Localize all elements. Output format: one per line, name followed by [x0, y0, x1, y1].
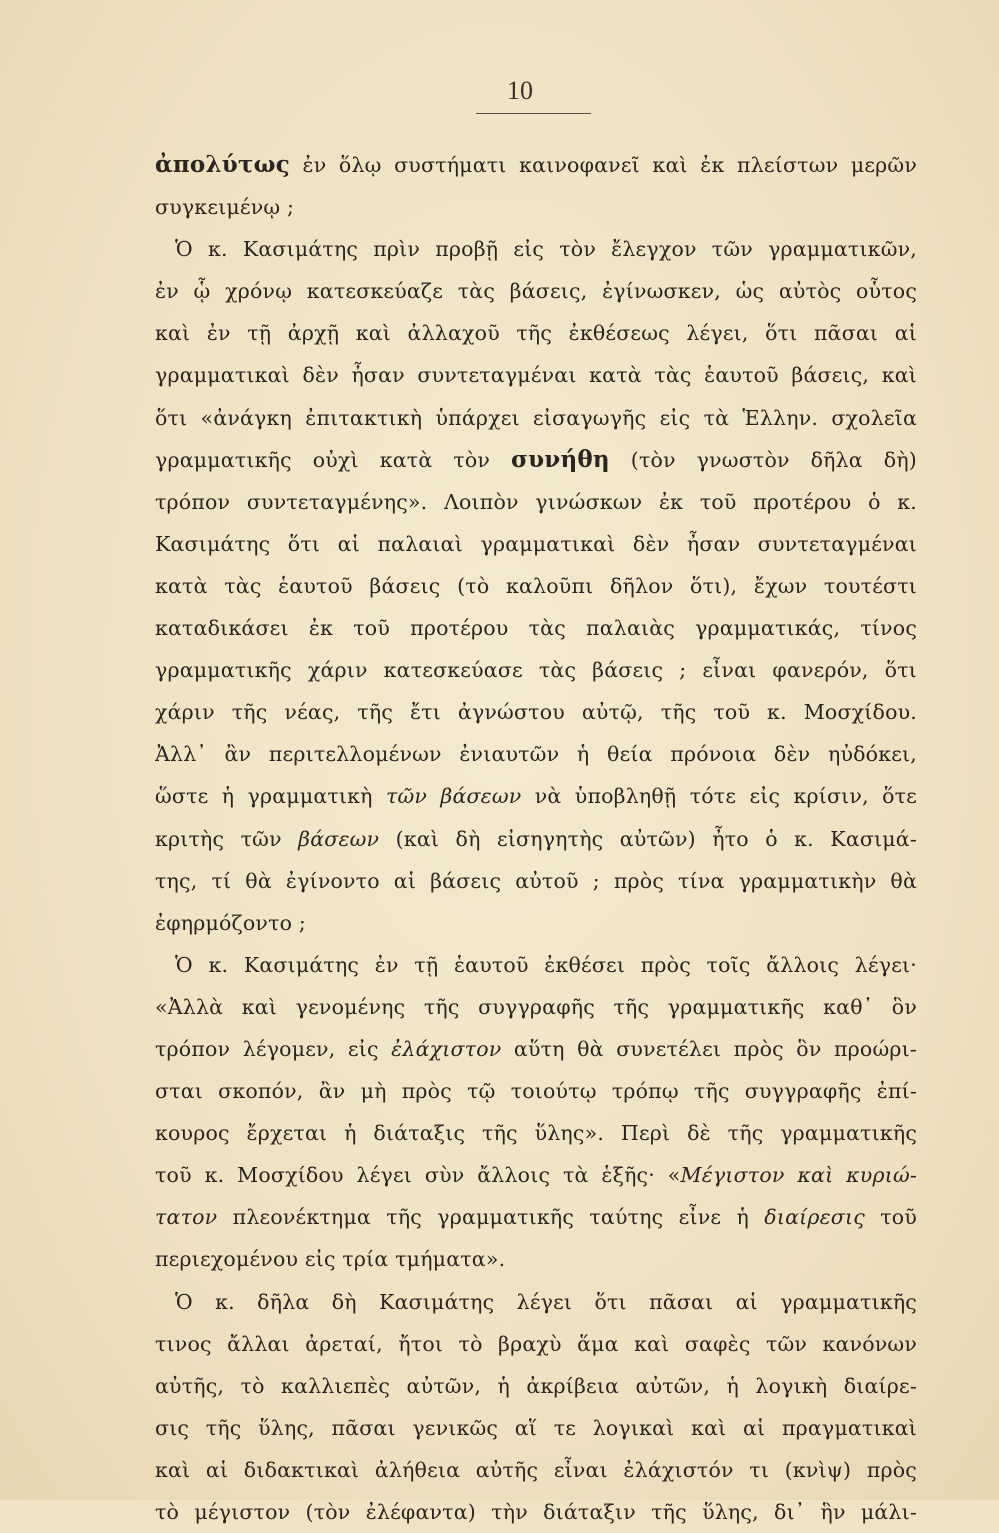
- text-line: [155, 144, 917, 186]
- text-segment: κατὰ τὰς ἑαυτοῦ βάσεις (τὸ καλοῦπι δῆλον ὅτι), ἔχων τουτέστι: [155, 573, 917, 598]
- text-line: [155, 1491, 917, 1533]
- text-segment: ὥστε ἡ γραμματικὴ: [155, 784, 386, 809]
- text-line: [155, 481, 917, 523]
- text-segment: τρόπον συντεταγμένης». Λοιπὸν γινώσκων ἐκ τοῦ προτέρου ὁ κ.: [155, 489, 917, 514]
- text-line: [155, 1365, 917, 1407]
- text-segment: γραμματικῆς οὐχὶ κατὰ τὸν: [155, 447, 511, 472]
- header-rule: [476, 113, 591, 114]
- text-line: [155, 1196, 917, 1238]
- text-segment: ἐν ᾧ χρόνῳ κατεσκεύαζε τὰς βάσεις, ἐγίνωσκεν, ὡς αὐτὸς οὗτος: [155, 279, 917, 304]
- text-body: [155, 144, 917, 1533]
- text-segment: της, τί θὰ ἐγίνοντο αἱ βάσεις αὐτοῦ ; πρὸς τίνα γραμματικὴν θὰ: [155, 868, 917, 893]
- text-segment: περιεχομένου εἰς τρία τμήματα».: [155, 1247, 506, 1272]
- text-line: [155, 186, 917, 228]
- text-segment: ὅτι «ἀνάγκη ἐπιτακτικὴ ὑπάρχει εἰσαγωγῆς εἰς τὰ Ἑλλην. σχολεῖα: [155, 405, 917, 430]
- text-line: [155, 1407, 917, 1449]
- text-line: [155, 354, 917, 396]
- text-segment: τοῦ: [864, 1205, 917, 1230]
- bold-text: ἀπολύτως: [155, 151, 290, 178]
- text-line: [155, 1323, 917, 1365]
- page-number: 10: [507, 76, 533, 105]
- text-segment: χάριν τῆς νέας, τῆς ἔτι ἀγνώστου αὐτῷ, τῆς τοῦ κ. Μοσχίδου.: [155, 700, 917, 725]
- text-line: [155, 1449, 917, 1491]
- text-segment: τὸ μέγιστον (τὸν ἐλέφαντα) τὴν διάταξιν τῆς ὕλης, δι᾿ ἣν μάλι-: [155, 1500, 917, 1524]
- text-segment: σις τῆς ὕλης, πᾶσαι γενικῶς αἵ τε λογικαὶ καὶ αἱ πραγματικαὶ: [155, 1415, 917, 1440]
- text-segment: Ὁ κ. Κασιμάτης ἐν τῇ ἑαυτοῦ ἐκθέσει πρὸς τοῖς ἄλλοις λέγει·: [175, 952, 917, 977]
- text-line: [155, 649, 917, 691]
- text-line: [155, 228, 917, 270]
- text-line: [155, 397, 917, 439]
- text-segment: καὶ ἐν τῇ ἀρχῇ καὶ ἀλλαχοῦ τῆς ἐκθέσεως λέγει, ὅτι πᾶσαι αἱ: [155, 321, 917, 346]
- text-line: [155, 312, 917, 354]
- text-line: [155, 270, 917, 312]
- text-segment: γραμματικῆς χάριν κατεσκεύασε τὰς βάσεις ; εἶναι φανερόν, ὅτι: [155, 658, 917, 683]
- italic-text: βάσεων: [298, 826, 380, 851]
- text-segment: Ἀλλ᾿ ἂν περιτελλομένων ἐνιαυτῶν ἡ θεία πρόνοια δὲν ηὐδόκει,: [155, 742, 917, 767]
- text-segment: (τὸν γνωστὸν δῆλα δὴ): [609, 447, 917, 472]
- text-segment: Κασιμάτης ὅτι αἱ παλαιαὶ γραμματικαὶ δὲν ἦσαν συντεταγμέναι: [155, 531, 917, 556]
- text-segment: τοῦ κ. Μοσχίδου λέγει σὺν ἄλλοις τὰ ἑξῆς· «: [155, 1163, 681, 1188]
- text-line: [155, 523, 917, 565]
- text-line: [155, 1281, 917, 1323]
- text-line: [155, 1238, 917, 1280]
- text-segment: συγκειμένῳ ;: [155, 195, 295, 220]
- text-segment: γραμματικαὶ δὲν ἦσαν συντεταγμέναι κατὰ τὰς ἑαυτοῦ βάσεις, καὶ: [155, 363, 917, 388]
- text-segment: (καὶ δὴ εἰσηγητὴς αὐτῶν) ἦτο ὁ κ. Κασιμά-: [379, 826, 917, 851]
- italic-text: τῶν βάσεων: [385, 784, 522, 809]
- text-line: [155, 691, 917, 733]
- text-line: [155, 860, 917, 902]
- italic-text: τατον: [155, 1205, 218, 1230]
- italic-text: διαίρεσις: [764, 1205, 865, 1230]
- text-segment: καταδικάσει ἐκ τοῦ προτέρου τὰς παλαιὰς γραμματικάς, τίνος: [155, 616, 917, 641]
- text-line: [155, 1112, 917, 1154]
- text-line: [155, 944, 917, 986]
- text-line: [155, 733, 917, 775]
- text-segment: κριτὴς τῶν: [155, 826, 299, 851]
- text-line: [155, 818, 917, 860]
- text-segment: καὶ αἱ διδακτικαὶ ἀλήθεια αὐτῆς εἶναι ἐλάχιστόν τι (κνὶψ) πρὸς: [155, 1457, 917, 1482]
- text-segment: «Ἀλλὰ καὶ γενομένης τῆς συγγραφῆς τῆς γραμματικῆς καθ᾿ ὃν: [155, 994, 917, 1019]
- text-segment: αὐτῆς, τὸ καλλιεπὲς αὐτῶν, ἡ ἀκρίβεια αὐτῶν, ἡ λογικὴ διαίρε-: [155, 1373, 917, 1398]
- text-segment: ἐν ὅλῳ συστήματι καινοφανεῖ καὶ ἐκ πλείστων μερῶν: [289, 153, 917, 177]
- text-segment: τινος ἄλλαι ἀρεταί, ἤτοι τὸ βραχὺ ἅμα καὶ σαφὲς τῶν κανόνων: [155, 1331, 917, 1356]
- text-segment: Ὁ κ. Κασιμάτης πρὶν προβῇ εἰς τὸν ἔλεγχον τῶν γραμματικῶν,: [175, 237, 917, 262]
- text-segment: σται σκοπόν, ἂν μὴ πρὸς τῷ τοιούτῳ τρόπῳ τῆς συγγραφῆς ἐπί-: [155, 1079, 917, 1104]
- text-segment: κουρος ἔρχεται ἡ διάταξις τῆς ὕλης». Περὶ δὲ τῆς γραμματικῆς: [155, 1121, 917, 1146]
- text-line: [155, 1070, 917, 1112]
- text-line: [155, 986, 917, 1028]
- text-segment: νὰ ὑποβληθῇ τότε εἰς κρίσιν, ὅτε: [521, 784, 917, 809]
- text-segment: αὕτη θὰ συνετέλει πρὸς ὃν προώρι-: [501, 1036, 917, 1061]
- text-segment: ἐφηρμόζοντο ;: [155, 910, 306, 935]
- text-line: [155, 565, 917, 607]
- text-line: [155, 1154, 917, 1196]
- text-line: [155, 1028, 917, 1070]
- text-line: [155, 439, 917, 481]
- text-segment: πλεονέκτημα τῆς γραμματικῆς ταύτης εἶνε ἡ: [217, 1205, 765, 1230]
- italic-text: ἐλάχιστον: [391, 1036, 502, 1061]
- text-line: [155, 902, 917, 944]
- italic-text: Μέγιστον καὶ κυριώ-: [680, 1163, 917, 1188]
- text-segment: τρόπον λέγομεν, εἰς: [155, 1036, 392, 1061]
- bold-text: συνήθη: [510, 445, 610, 473]
- text-segment: Ὁ κ. δῆλα δὴ Κασιμάτης λέγει ὅτι πᾶσαι αἱ γραμματικῆς: [175, 1289, 917, 1314]
- text-line: [155, 775, 917, 817]
- text-line: [155, 607, 917, 649]
